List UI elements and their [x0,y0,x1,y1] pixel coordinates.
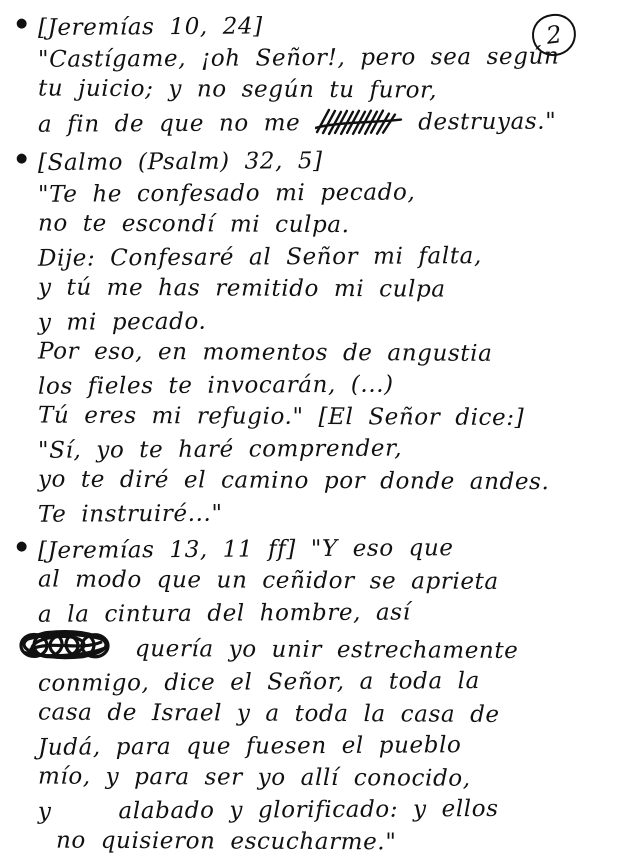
handwritten-line: "Castígame, ¡oh Señor!, pero sea según [37,43,560,73]
bullet-icon: ● [16,151,28,166]
scripture-reference: [Jeremías 13, 11 ff] "Y eso que [37,535,454,565]
bullet-icon: ● [16,539,28,554]
handwritten-line: yo te diré el camino por donde andes. [37,466,550,496]
line-text-after-scribble: quería yo unir estrechamente [134,635,519,664]
handwritten-line: Por eso, en momentos de angustia [37,338,493,367]
line-text-before-scribble: a fin de que no me [37,110,301,138]
handwritten-line: conmigo, dice el Señor, a toda la [37,668,480,697]
handwritten-line: "Sí, yo te haré comprender, [37,435,403,464]
handwritten-line [38,824,618,859]
handwritten-line: y tú me has remitido mi culpa [37,274,446,303]
handwritten-line: Tú eres mi refugio." [El Señor dice:] [37,402,525,432]
handwritten-line: Judá, para que fuesen el pueblo [37,732,462,761]
handwritten-line: Dije: Confesaré al Señor mi falta, [37,243,482,272]
handwritten-line: a la cintura del hombre, así [37,599,411,628]
quote-section-jeremias-13-11 [16,533,618,858]
handwritten-line: Te instruiré..." [37,500,223,528]
quote-section-salmo-32-5 [16,145,618,529]
split-line-right: alabado y glorificado: y ellos [118,795,499,825]
scripture-reference: [Jeremías 10, 24] [37,13,263,42]
crossed-out-word-scribble-icon [315,106,403,137]
handwritten-line: "Te he confesado mi pecado, [37,179,416,208]
handwritten-line [38,627,618,667]
handwritten-line: los fieles te invocarán, (...) [37,371,394,400]
line-text-after-scribble: destruyas." [418,108,557,136]
handwritten-line: al modo que un ceñidor se aprieta [37,566,499,595]
scripture-reference: [Salmo (Psalm) 32, 5] [37,148,323,177]
handwritten-line: mío, y para ser yo allí conocido, [37,763,471,792]
handwritten-line [38,792,618,828]
handwritten-line [38,104,618,141]
last-line-text: no quisieron escucharme." [55,827,397,856]
quote-section-jeremias-10-24 [16,10,618,139]
blacked-out-word-scribble-icon [18,627,114,662]
handwritten-line: tu juicio; y no según tu furor, [37,75,438,104]
bullet-icon: ● [16,16,28,31]
page-number: 2 [544,20,564,50]
handwritten-line: y mi pecado. [37,308,207,336]
split-line-left: y [37,798,52,825]
handwritten-line: casa de Israel y a toda la casa de [37,699,500,728]
handwritten-line: no te escondí mi culpa. [37,210,350,239]
